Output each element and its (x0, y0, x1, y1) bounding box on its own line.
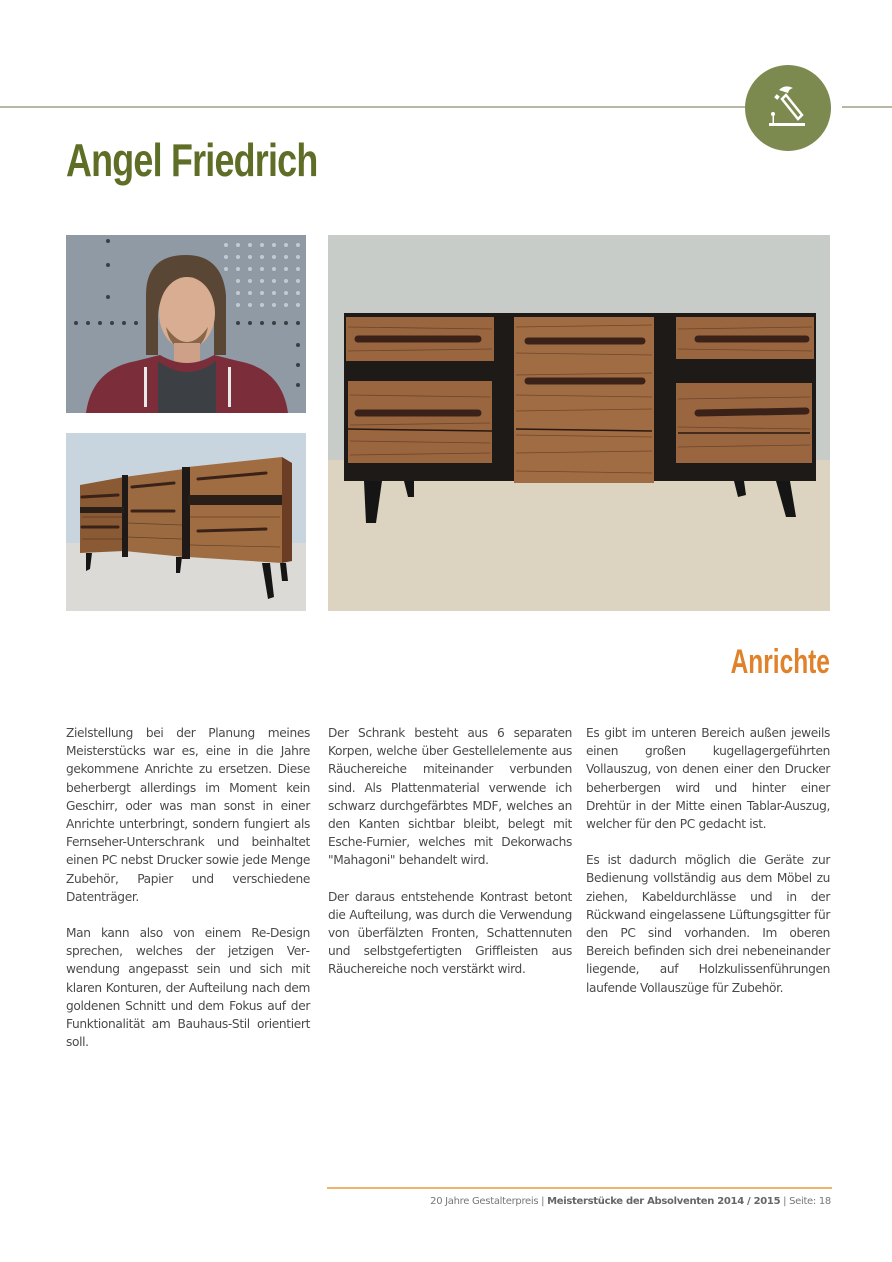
page-title: Angel Friedrich (66, 134, 318, 186)
footer-publication: 20 Jahre Gestalterpreis (430, 1196, 539, 1207)
header-rule-right (842, 106, 892, 108)
paragraph: Es ist dadurch möglich die Geräte zur Bedienung vollständig aus dem Möbel zu ziehen, Kabeldurchlässe und in der Rückwand eingelassene Lüftungsgitter für den PC sind vorhanden. Im oberen Bereich befinden sich drei nebeneinander liegende, auf Holzkulissenführungen laufende Vollauszüge für Zubehör. (586, 853, 830, 995)
logo-badge (745, 65, 831, 151)
footer-rule (327, 1187, 832, 1189)
paragraph: Man kann also von einem Re-Design sprechen, welches der jetzigen Verwendung angepasst sein und sich mit klaren Konturen, der Aufteilung nach dem goldenen Schnitt und dem Fokus auf der Funktionalität am Bauhaus-Stil orientiert soll. (66, 926, 310, 1050)
paragraph: Der daraus entstehende Kontrast betont die Aufteilung, was durch die Verwendung von überfälzten Fronten, Schattennuten und selbstgefertigten Griffleisten aus Räuchereiche noch verstärkt wird. (328, 889, 572, 977)
paragraph: Der Schrank besteht aus 6 separaten Korpen, welche über Gestellelemente aus Räuchereiche miteinander verbunden sind. Als Plattenmaterial verwende ich schwarz durchgefärbtes MDF, welches an den Kanten sichtbar bleibt, belegt mit Esche-Furnier, welches mit Dekorwachs "Mahagoni" behandelt wird. (328, 726, 572, 868)
text-column-1 (66, 724, 310, 1069)
text-column-3 (586, 724, 830, 1015)
text-column-2 (328, 724, 572, 997)
hammer-nail-icon (745, 65, 831, 151)
footer-section: Meisterstücke der Absolventen 2014 / 2015 (547, 1196, 781, 1207)
footer-separator: | (780, 1196, 790, 1207)
header-rule-left (0, 106, 745, 108)
page-number: Seite: 18 (789, 1196, 831, 1207)
page-footer (430, 1196, 831, 1207)
footer-separator: | (538, 1196, 548, 1207)
section-subtitle: Anrichte (730, 643, 830, 681)
sideboard-side-photo (66, 433, 306, 611)
sideboard-front-photo (328, 235, 830, 611)
paragraph: Zielstellung bei der Planung meines Meisterstücks war es, eine in die Jahre gekommene Anrichte zu ersetzen. Diese beherbergt allerdings im Moment kein Geschirr, oder was man sonst in einer Anrichte unterbringt, sondern fungiert als Fernseher-Unterschrank und beinhaltet einen PC nebst Drucker sowie jede Menge Zubehör, Papier und verschiedene Datenträger. (66, 726, 310, 904)
paragraph: Es gibt im unteren Bereich außen jeweils einen großen kugellagergeführten Vollauszug, von denen einer den Drucker beherbergen wird und hinter einer Drehtür in der Mitte einen Tablar-Auszug, welcher für den PC gedacht ist. (586, 726, 830, 832)
portrait-photo (66, 235, 306, 413)
